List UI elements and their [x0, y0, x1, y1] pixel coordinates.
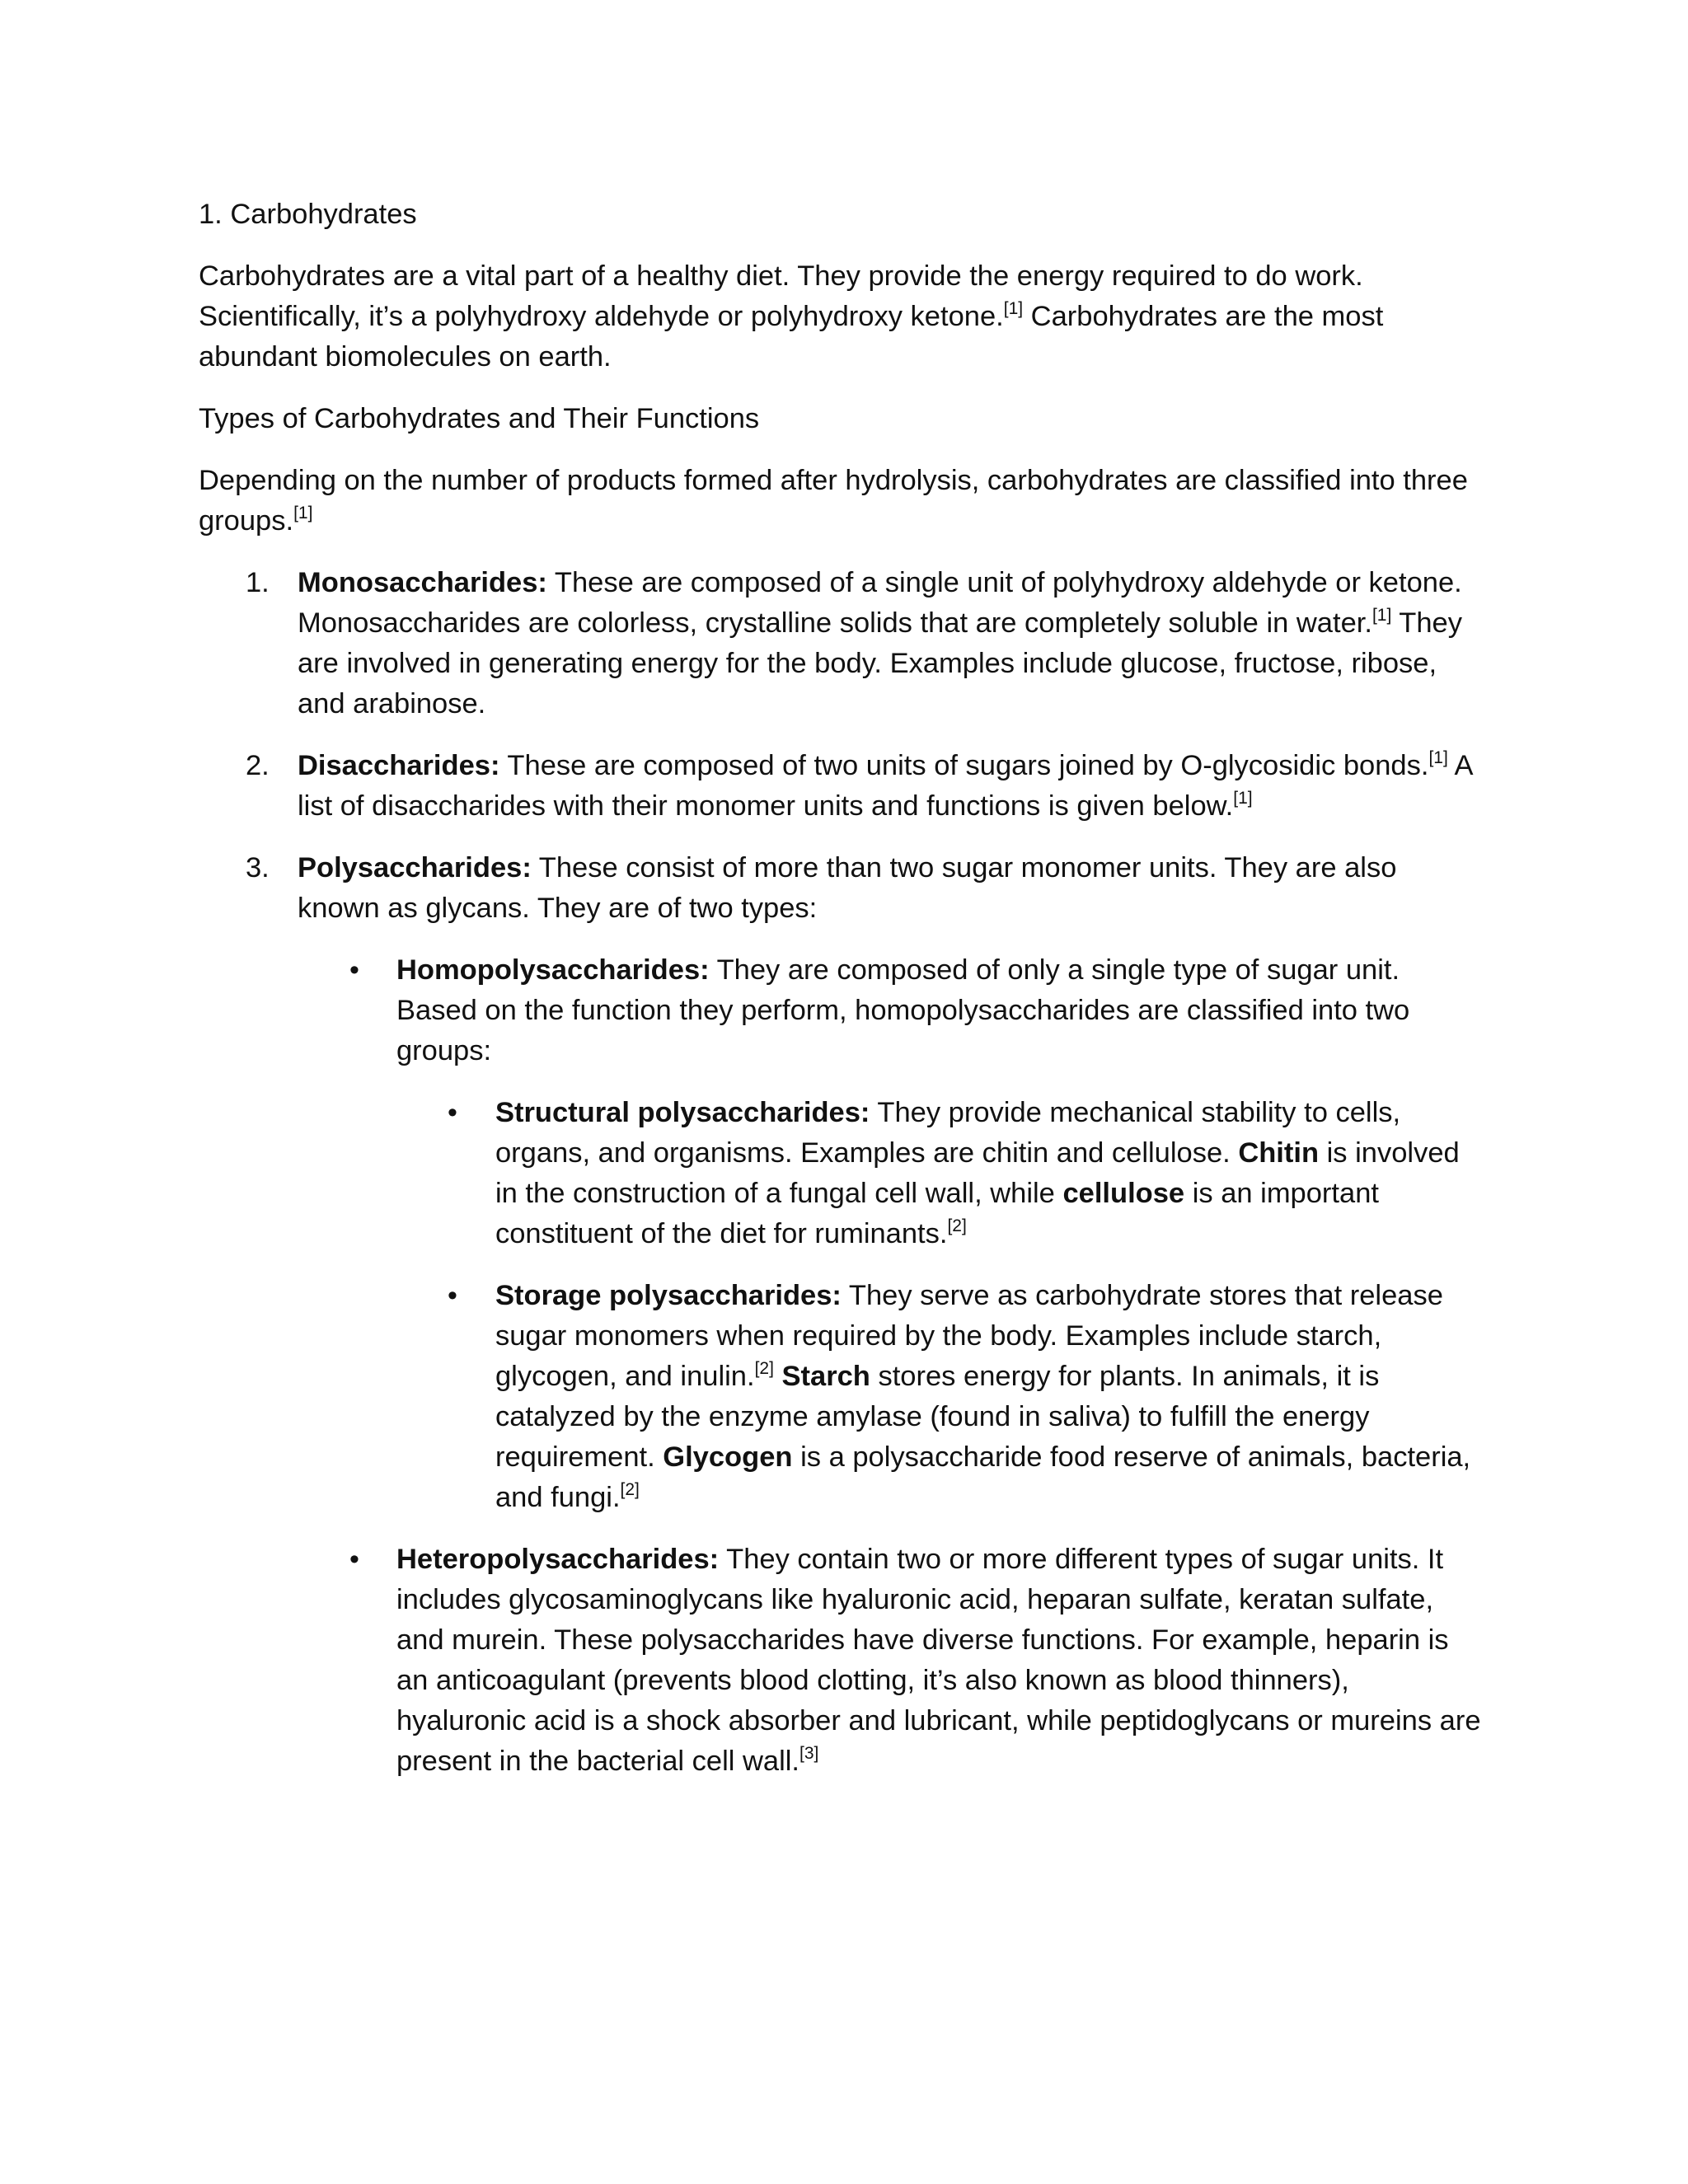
structural-text-b: is involved in the construction of a fungal cell wall, while [495, 1137, 1460, 1209]
structural-text-c: is an important constituent of the diet for ruminants. [495, 1178, 1379, 1249]
classification-paragraph [199, 461, 1484, 541]
citation-ref: [1] [1372, 606, 1392, 625]
citation-ref: [2] [947, 1216, 967, 1235]
term-cellulose: cellulose [1062, 1178, 1185, 1209]
structural-text-a: They provide mechanical stability to cells, organs, and organisms. Examples are chitin and cellulose. [495, 1097, 1401, 1169]
storage-text-b: stores energy for plants. In animals, it is catalyzed by the enzyme amylase (found in saliva) to fulfill the energy requirement. [495, 1361, 1380, 1473]
classification-text: Depending on the number of products formed after hydrolysis, carbohydrates are classified into three groups. [199, 465, 1468, 537]
term-chitin: Chitin [1238, 1137, 1320, 1169]
intro-paragraph [199, 256, 1484, 377]
mono-text-a: These are composed of a single unit of polyhydroxy aldehyde or ketone. Monosaccharides are colorless, crystalline solids that are completely soluble in water. [298, 567, 1462, 639]
citation-ref: [3] [799, 1744, 819, 1763]
term-disaccharides: Disaccharides: [298, 750, 500, 781]
hetero-text: They contain two or more different types of sugar units. It includes glycosaminoglycans like hyaluronic acid, heparan sulfate, keratan sulfate, and murein. These polysaccharides have diverse functions. For example, heparin is an anticoagulant (prevents blood clotting, it’s also known as blood thinners), hyaluronic acid is a shock absorber and lubricant, while peptidoglycans or mureins are present in the bacterial cell wall. [396, 1544, 1481, 1777]
mono-text-b: They are involved in generating energy for the body. Examples include glucose, fructose, ribose, and arabinose. [298, 607, 1462, 719]
list-item-disaccharides [199, 746, 1484, 827]
term-heteropolysaccharides: Heteropolysaccharides: [396, 1544, 720, 1575]
citation-ref: [1] [293, 504, 313, 523]
term-starch: Starch [773, 1361, 870, 1392]
citation-ref: [1] [1003, 299, 1024, 318]
bullet-item-homopolysaccharides [199, 950, 1484, 1071]
list-number: 2. [246, 750, 270, 781]
bullet-icon: • [448, 1097, 457, 1128]
poly-text: These consist of more than two sugar monomer units. They are also known as glycans. They are of two types: [298, 852, 1397, 924]
citation-ref: [1] [1428, 748, 1448, 767]
bullet-icon: • [448, 1280, 457, 1311]
bullet-item-heteropolysaccharides [199, 1540, 1484, 1782]
di-text-a: These are composed of two units of sugars joined by O-glycosidic bonds. [499, 750, 1429, 781]
di-text-b: A list of disaccharides with their monomer units and functions is given below. [298, 750, 1472, 822]
bullet-icon: • [349, 954, 359, 986]
storage-text-c: is a polysaccharide food reserve of animals, bacteria, and fungi. [495, 1441, 1471, 1513]
document-title: 1. Carbohydrates [199, 199, 417, 230]
citation-ref: [2] [754, 1359, 774, 1378]
term-monosaccharides: Monosaccharides: [298, 567, 547, 598]
list-item-polysaccharides [199, 848, 1484, 929]
bullet-item-storage-polysaccharides [199, 1276, 1484, 1518]
citation-ref: [2] [620, 1480, 640, 1499]
term-polysaccharides: Polysaccharides: [298, 852, 532, 883]
list-number: 1. [246, 567, 270, 598]
document-body [199, 194, 1484, 1803]
intro-text-b: Carbohydrates are the most abundant biomolecules on earth. [199, 301, 1384, 373]
citation-ref: [1] [1233, 789, 1253, 808]
intro-text-a: Carbohydrates are a vital part of a healthy diet. They provide the energy required to do work. Scientifically, it’s a polyhydroxy aldehyde or polyhydroxy ketone. [199, 260, 1363, 332]
list-item-monosaccharides [199, 563, 1484, 724]
term-glycogen: Glycogen [663, 1441, 793, 1473]
section-heading: Types of Carbohydrates and Their Functions [199, 403, 760, 434]
list-number: 3. [246, 852, 270, 883]
term-storage-polysaccharides: Storage polysaccharides: [495, 1280, 842, 1311]
term-structural-polysaccharides: Structural polysaccharides: [495, 1097, 870, 1128]
bullet-item-structural-polysaccharides [199, 1093, 1484, 1254]
storage-text-a: They serve as carbohydrate stores that release sugar monomers when required by the body. Examples include starch, glycogen, and inulin. [495, 1280, 1443, 1392]
homo-text: They are composed of only a single type of sugar unit. Based on the function they perform, homopolysaccharides are classified into two groups: [396, 954, 1410, 1066]
bullet-icon: • [349, 1544, 359, 1575]
term-homopolysaccharides: Homopolysaccharides: [396, 954, 710, 986]
